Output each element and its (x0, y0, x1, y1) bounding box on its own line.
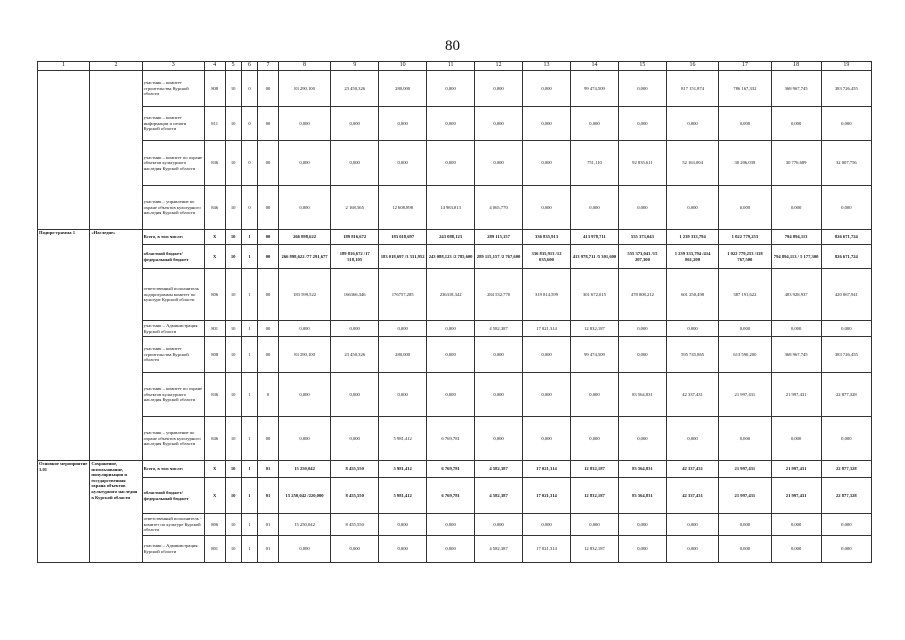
amount-cell: 0,000 (278, 186, 330, 230)
column-header: 1 (38, 62, 90, 71)
amount-cell: 183 018,697 (379, 230, 427, 245)
budget-code-cell: 01 (258, 514, 279, 536)
budget-code-cell: X (204, 230, 225, 245)
amount-cell: 83 564,831 (618, 461, 666, 478)
table-row (38, 337, 872, 373)
budget-code-cell: 10 (225, 269, 241, 321)
executor-name-cell: участник – управление по охране объектов культурного наследия Курской области (142, 417, 204, 461)
budget-code-cell: 1 (241, 337, 257, 373)
program-name-cell: «Наследие» (90, 230, 142, 461)
amount-cell: 30 776,689 (771, 141, 821, 186)
budget-code-cell: 00 (258, 417, 279, 461)
amount-cell: 30 206,039 (719, 141, 771, 186)
amount-cell: 319 814,599 (523, 269, 571, 321)
amount-cell: 8 455,550 (331, 514, 379, 536)
amount-cell: 99 474,509 (570, 71, 618, 107)
amount-cell: 12 832,187 (570, 478, 618, 514)
amount-cell: 0,000 (331, 321, 379, 337)
amount-cell: 4 582,387 (475, 536, 523, 563)
column-header: 14 (570, 62, 618, 71)
column-header: 18 (771, 62, 821, 71)
table-row (38, 230, 872, 245)
table-row (38, 373, 872, 417)
program-name-cell: Сохранение, использование, популяризация и государственная охрана объектов культурного наследия в Курской области (90, 461, 142, 563)
executor-name-cell: участник – Администрация Курской области (142, 321, 204, 337)
amount-cell: 0,000 (618, 337, 666, 373)
amount-cell: 0,000 (475, 71, 523, 107)
amount-cell: 0,000 (331, 373, 379, 417)
amount-cell: 189 816,672 (331, 230, 379, 245)
column-header: 12 (475, 62, 523, 71)
amount-cell: 6 769,781 (427, 478, 475, 514)
amount-cell: 0,000 (475, 514, 523, 536)
amount-cell: 0,000 (523, 514, 571, 536)
amount-cell: 403 928,937 (771, 269, 821, 321)
amount-cell: 0,000 (719, 107, 771, 141)
amount-cell: 4 582,387 (475, 321, 523, 337)
amount-cell: 0,000 (278, 321, 330, 337)
amount-cell: 243 088,123 /2 785,600 (427, 245, 475, 269)
amount-cell: 22 877,328 (821, 461, 871, 478)
amount-cell: 21 997,431 (719, 373, 771, 417)
amount-cell: 42 337,431 (666, 461, 718, 478)
program-name-cell (90, 71, 142, 230)
table-row (38, 536, 872, 563)
amount-cell: 183 018,697 /3 331,952 (379, 245, 427, 269)
amount-cell: 0,000 (618, 71, 666, 107)
amount-cell: 5 981,412 (379, 461, 427, 478)
amount-cell: 0,000 (821, 536, 871, 563)
amount-cell: 0,000 (331, 107, 379, 141)
budget-code-cell: 0 (241, 71, 257, 107)
amount-cell: 22 877,328 (821, 373, 871, 417)
amount-cell: 42 337,431 (666, 478, 718, 514)
amount-cell: 14 983,813 (427, 186, 475, 230)
amount-cell: 183 599,522 (278, 269, 330, 321)
table-row (38, 321, 872, 337)
page-number: 80 (445, 38, 460, 54)
executor-name-cell: участник – управление по охране объектов культурного наследия Курской области (142, 186, 204, 230)
column-header: 3 (142, 62, 204, 71)
amount-cell: 595 745,865 (666, 337, 718, 373)
amount-cell: 0,000 (523, 417, 571, 461)
amount-cell: 83 290,100 (278, 337, 330, 373)
budget-code-cell: 10 (225, 536, 241, 563)
amount-cell: 83 564,831 (618, 478, 666, 514)
column-header: 19 (821, 62, 871, 71)
amount-cell: 336 835,913 (523, 230, 571, 245)
header-row (38, 62, 872, 71)
budget-code-cell: 10 (225, 478, 241, 514)
budget-code-cell: 1 (241, 321, 257, 337)
amount-cell: 601 250,498 (666, 269, 718, 321)
budget-code-cell: 10 (225, 514, 241, 536)
amount-cell: 12 608,898 (379, 186, 427, 230)
amount-cell: 83 564,831 (618, 373, 666, 417)
budget-code-cell: 0 (258, 373, 279, 417)
amount-cell: 301 672,015 (570, 269, 618, 321)
table-row (38, 71, 872, 107)
amount-cell: 0,000 (427, 514, 475, 536)
amount-cell: 0,000 (427, 373, 475, 417)
amount-cell: 383 726,455 (821, 71, 871, 107)
amount-cell: 0,000 (570, 186, 618, 230)
budget-code-cell: 0 (241, 107, 257, 141)
budget-code-cell: 801 (204, 536, 225, 563)
table-row (38, 269, 872, 321)
amount-cell: 266 898,622 /77 291,677 (278, 245, 330, 269)
budget-code-cell: 1 (241, 373, 257, 417)
amount-cell: 166366,346 (331, 269, 379, 321)
budget-code-cell: 00 (258, 230, 279, 245)
amount-cell: 0,000 (278, 107, 330, 141)
amount-cell: 32 007,756 (821, 141, 871, 186)
amount-cell: 21 997,431 (771, 373, 821, 417)
executor-name-cell: Всего, в том числе: (142, 230, 204, 245)
amount-cell: 0,000 (618, 514, 666, 536)
executor-name-cell: областной бюджет/ федеральный бюджет (142, 245, 204, 269)
column-header: 8 (278, 62, 330, 71)
amount-cell: 8 455,550 (331, 478, 379, 514)
amount-cell: 383 726,455 (821, 337, 871, 373)
amount-cell: 613 590,200 (719, 337, 771, 373)
table-row (38, 186, 872, 230)
amount-cell: 0,000 (331, 536, 379, 563)
amount-cell: 4 582,387 (475, 478, 523, 514)
amount-cell: 17 021,314 (523, 321, 571, 337)
budget-code-cell: 01 (258, 536, 279, 563)
amount-cell: 266 898,622 (278, 230, 330, 245)
amount-cell: 0,000 (379, 141, 427, 186)
amount-cell: 0,000 (523, 107, 571, 141)
amount-cell: 1 022 779,253 (719, 230, 771, 245)
amount-cell: 5 981,412 (379, 417, 427, 461)
budget-code-cell: 00 (258, 337, 279, 373)
amount-cell: 15 250,042 (278, 514, 330, 536)
budget-code-cell: 00 (258, 71, 279, 107)
amount-cell: 284 532,770 (475, 269, 523, 321)
amount-cell: 0,000 (719, 536, 771, 563)
budget-code-cell: 808 (204, 71, 225, 107)
budget-code-cell: 1 (241, 478, 257, 514)
amount-cell: 0,000 (523, 141, 571, 186)
amount-cell: 0,000 (618, 417, 666, 461)
amount-cell: 817 151,874 (666, 71, 718, 107)
budget-code-cell: 1 (241, 461, 257, 478)
amount-cell: 0,000 (771, 321, 821, 337)
amount-cell: 12 832,187 (570, 536, 618, 563)
amount-cell: 189 816,672 /17 518,105 (331, 245, 379, 269)
amount-cell: 0,000 (379, 514, 427, 536)
amount-cell: 0,000 (379, 321, 427, 337)
program-code-cell: Основное мероприятие 1.01 (38, 461, 90, 563)
amount-cell: 12 832,187 (570, 321, 618, 337)
column-header: 5 (225, 62, 241, 71)
amount-cell: 751,110 (570, 141, 618, 186)
amount-cell: 6 769,781 (427, 417, 475, 461)
budget-code-cell: 00 (258, 186, 279, 230)
table-row (38, 514, 872, 536)
amount-cell: 0,000 (570, 417, 618, 461)
budget-code-cell: 10 (225, 337, 241, 373)
amount-cell: 336 835,913 /12 035,600 (523, 245, 571, 269)
amount-cell: 0,000 (666, 536, 718, 563)
amount-cell: 4 582,387 (475, 461, 523, 478)
amount-cell: 0,000 (278, 536, 330, 563)
amount-cell: 826 671,724 (821, 230, 871, 245)
amount-cell: 289 115,157 (475, 230, 523, 245)
amount-cell: 0,000 (821, 417, 871, 461)
budget-code-cell: 01 (258, 478, 279, 514)
budget-code-cell: 806 (204, 514, 225, 536)
amount-cell: 555 373,043 (618, 230, 666, 245)
amount-cell: 0,000 (523, 71, 571, 107)
amount-cell: 0,000 (666, 514, 718, 536)
budget-code-cell: 0 (241, 186, 257, 230)
amount-cell: 17 021,314 (523, 478, 571, 514)
budget-code-cell: 1 (241, 269, 257, 321)
budget-code-cell: 836 (204, 373, 225, 417)
amount-cell: 2 168,565 (331, 186, 379, 230)
amount-cell: 0,000 (618, 536, 666, 563)
column-header: 11 (427, 62, 475, 71)
amount-cell: 0,000 (570, 107, 618, 141)
amount-cell: 0,000 (666, 417, 718, 461)
column-header: 2 (90, 62, 142, 71)
budget-code-cell: 1 (241, 417, 257, 461)
table-row (38, 478, 872, 514)
amount-cell: 0,000 (475, 417, 523, 461)
executor-name-cell: ответственный исполнитель подпрограммы комитет по культуре Курской области (142, 269, 204, 321)
amount-cell: 0,000 (771, 417, 821, 461)
amount-cell: 1 239 333,794 (666, 230, 718, 245)
amount-cell: 0,000 (821, 321, 871, 337)
budget-code-cell: 10 (225, 141, 241, 186)
executor-name-cell: ответственный исполнитель - комитет по культуре Курской области (142, 514, 204, 536)
amount-cell: 0,000 (523, 373, 571, 417)
amount-cell: 0,000 (666, 186, 718, 230)
budget-code-cell: 1 (241, 245, 257, 269)
budget-code-cell: 806 (204, 269, 225, 321)
amount-cell: 280,000 (379, 71, 427, 107)
amount-cell: 0,000 (821, 514, 871, 536)
budget-code-cell: 10 (225, 321, 241, 337)
budget-code-cell: 01 (258, 461, 279, 478)
amount-cell: 8 455,550 (331, 461, 379, 478)
amount-cell: 794 894,113 / 5 177,300 (771, 245, 821, 269)
amount-cell: 0,000 (771, 107, 821, 141)
column-header: 6 (241, 62, 257, 71)
amount-cell: 0,000 (666, 321, 718, 337)
amount-cell: 420 067,941 (821, 269, 871, 321)
amount-cell: 22 877,328 (821, 478, 871, 514)
amount-cell: 0,000 (427, 107, 475, 141)
amount-cell: 0,000 (771, 514, 821, 536)
column-header: 10 (379, 62, 427, 71)
budget-code-cell: 10 (225, 186, 241, 230)
amount-cell: 1 239 333,794 /414 861,200 (666, 245, 718, 269)
amount-cell: 15 250,042 (278, 461, 330, 478)
executor-name-cell: областной бюджет/ федеральный бюджет (142, 478, 204, 514)
amount-cell: 0,000 (379, 373, 427, 417)
amount-cell: 0,000 (719, 417, 771, 461)
amount-cell: 0,000 (618, 107, 666, 141)
amount-cell: 0,000 (475, 373, 523, 417)
budget-code-cell: 00 (258, 141, 279, 186)
column-header: 4 (204, 62, 225, 71)
amount-cell: 42 337,431 (666, 373, 718, 417)
amount-cell: 280,000 (379, 337, 427, 373)
amount-cell: 794 894,113 (771, 230, 821, 245)
amount-cell: 1 022 779,253 /118 767,500 (719, 245, 771, 269)
budget-code-cell: 808 (204, 337, 225, 373)
budget-code-cell: X (204, 245, 225, 269)
amount-cell: 23 450,326 (331, 337, 379, 373)
budget-code-cell: 00 (258, 321, 279, 337)
amount-cell: 99 474,509 (570, 337, 618, 373)
column-header: 7 (258, 62, 279, 71)
budget-code-cell: 10 (225, 71, 241, 107)
budget-code-cell: 00 (258, 107, 279, 141)
amount-cell: 23 450,326 (331, 71, 379, 107)
amount-cell: 21 997,431 (771, 461, 821, 478)
amount-cell: 0,000 (719, 321, 771, 337)
program-code-cell: Подпро-грамма 1 (38, 230, 90, 461)
amount-cell: 0,000 (278, 417, 330, 461)
column-header: 17 (719, 62, 771, 71)
amount-cell: 478 808,212 (618, 269, 666, 321)
amount-cell: 786 167,332 (719, 71, 771, 107)
budget-code-cell: 10 (225, 230, 241, 245)
amount-cell: 0,000 (331, 141, 379, 186)
budget-code-cell: 846 (204, 186, 225, 230)
table-row (38, 107, 872, 141)
table-row (38, 141, 872, 186)
amount-cell: 0,000 (379, 536, 427, 563)
column-header: 16 (666, 62, 718, 71)
amount-cell: 0,000 (427, 141, 475, 186)
amount-cell: 0,000 (523, 337, 571, 373)
amount-cell: 0,000 (475, 337, 523, 373)
amount-cell: 368 967,745 (771, 71, 821, 107)
amount-cell: 4 065,770 (475, 186, 523, 230)
executor-name-cell: участник – комитет информации и печати Курской области (142, 107, 204, 141)
amount-cell: 0,000 (618, 321, 666, 337)
amount-cell: 176757,285 (379, 269, 427, 321)
amount-cell: 0,000 (278, 141, 330, 186)
amount-cell: 0,000 (618, 186, 666, 230)
amount-cell: 0,000 (771, 536, 821, 563)
executor-name-cell: участник – комитет по охране объектов культурного наследия Курской области (142, 373, 204, 417)
amount-cell: 6 769,781 (427, 461, 475, 478)
column-header: 13 (523, 62, 571, 71)
amount-cell: 0,000 (771, 186, 821, 230)
amount-cell: 368 967,745 (771, 337, 821, 373)
executor-name-cell: участник – Администрация Курской области (142, 536, 204, 563)
amount-cell: 0,000 (719, 186, 771, 230)
amount-cell: 21 997,431 (719, 461, 771, 478)
budget-code-cell: 801 (204, 321, 225, 337)
amount-cell: 92 835,611 (618, 141, 666, 186)
amount-cell: 0,000 (475, 141, 523, 186)
budget-code-cell: 811 (204, 107, 225, 141)
budget-code-cell: X (204, 461, 225, 478)
amount-cell: 52 163,004 (666, 141, 718, 186)
table-row (38, 461, 872, 478)
budget-code-cell: 10 (225, 245, 241, 269)
amount-cell: 0,000 (570, 373, 618, 417)
amount-cell: 413 978,711 /5 301,600 (570, 245, 618, 269)
amount-cell: 21 997,431 (771, 478, 821, 514)
budget-code-cell: 00 (258, 245, 279, 269)
amount-cell: 0,000 (666, 107, 718, 141)
amount-cell: 0,000 (379, 107, 427, 141)
budget-code-cell: 1 (241, 536, 257, 563)
amount-cell: 17 021,314 (523, 536, 571, 563)
amount-cell: 0,000 (278, 373, 330, 417)
budget-code-cell: 0 (241, 141, 257, 186)
amount-cell: 236318,342 (427, 269, 475, 321)
executor-name-cell: Всего, в том числе: (142, 461, 204, 478)
amount-cell: 0,000 (570, 514, 618, 536)
executor-name-cell: участник – комитет строительства Курской области (142, 337, 204, 373)
amount-cell: 17 021,314 (523, 461, 571, 478)
amount-cell: 83 290,100 (278, 71, 330, 107)
budget-code-cell: X (204, 478, 225, 514)
amount-cell: 0,000 (331, 417, 379, 461)
amount-cell: 0,000 (821, 186, 871, 230)
amount-cell: 0,000 (523, 186, 571, 230)
program-code-cell (38, 71, 90, 230)
amount-cell: 21 997,431 (719, 478, 771, 514)
budget-code-cell: 10 (225, 373, 241, 417)
amount-cell: 12 832,187 (570, 461, 618, 478)
amount-cell: 5 981,412 (379, 478, 427, 514)
amount-cell: 0,000 (475, 107, 523, 141)
budget-code-cell: 846 (204, 417, 225, 461)
amount-cell: 289 115,157 /2 767,600 (475, 245, 523, 269)
amount-cell: 0,000 (821, 107, 871, 141)
table-row (38, 245, 872, 269)
amount-cell: 243 088,123 (427, 230, 475, 245)
budget-code-cell: 1 (241, 230, 257, 245)
executor-name-cell: участник – комитет строительства Курской области (142, 71, 204, 107)
table-body (38, 62, 872, 563)
amount-cell: 555 373,043 /15 207,300 (618, 245, 666, 269)
amount-cell: 0,000 (427, 536, 475, 563)
budget-table (37, 61, 872, 563)
budget-code-cell: 10 (225, 107, 241, 141)
amount-cell: 0,000 (427, 71, 475, 107)
amount-cell: 15 250,042 /220,000 (278, 478, 330, 514)
amount-cell: 387 191,622 (719, 269, 771, 321)
amount-cell: 826 671,724 (821, 245, 871, 269)
executor-name-cell: участник – комитет по охране объектов культурного наследия Курской области (142, 141, 204, 186)
column-header: 15 (618, 62, 666, 71)
budget-code-cell: 00 (258, 269, 279, 321)
budget-code-cell: 10 (225, 461, 241, 478)
amount-cell: 413 978,711 (570, 230, 618, 245)
table-row (38, 417, 872, 461)
budget-code-cell: 10 (225, 417, 241, 461)
column-header: 9 (331, 62, 379, 71)
amount-cell: 0,000 (427, 337, 475, 373)
amount-cell: 0,000 (427, 321, 475, 337)
amount-cell: 0,000 (719, 514, 771, 536)
budget-code-cell: 836 (204, 141, 225, 186)
budget-code-cell: 1 (241, 514, 257, 536)
